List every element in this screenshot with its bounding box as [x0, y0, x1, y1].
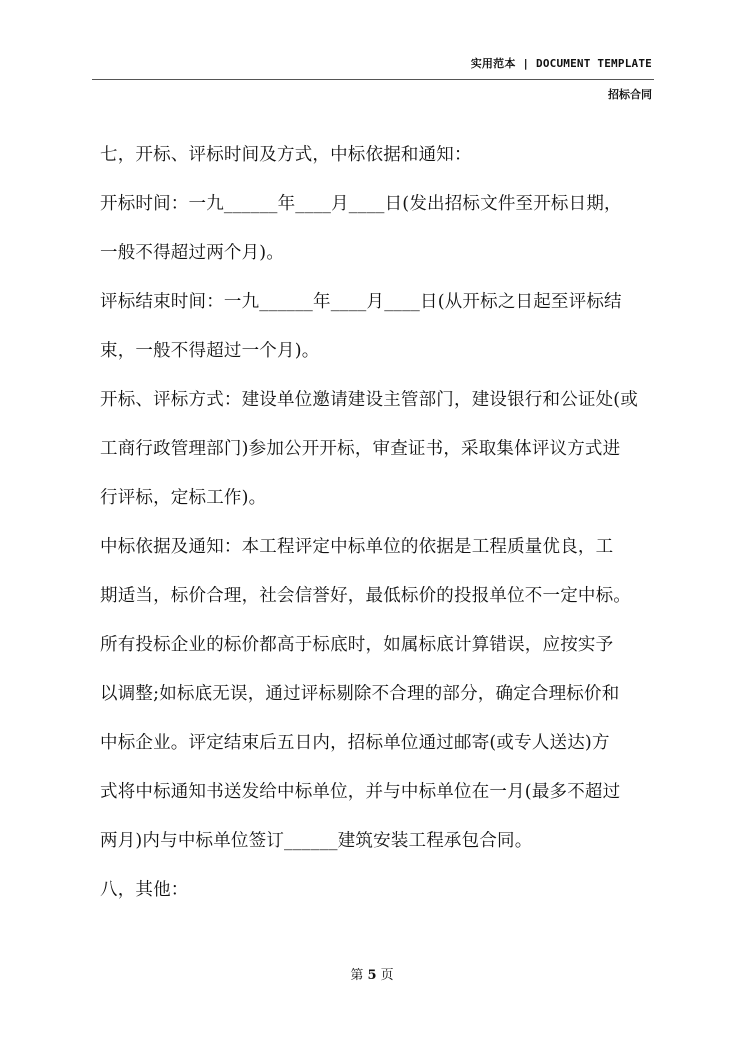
paragraph-line: 中标依据及通知：本工程评定中标单位的依据是工程质量优良，工: [100, 537, 614, 557]
page-suffix: 页: [380, 968, 394, 983]
paragraph-line: 以调整;如标底无误，通过评标剔除不合理的部分，确定合理标价和: [100, 684, 620, 704]
section-heading-8: 八，其他：: [100, 880, 189, 900]
paragraph-line: 两月)内与中标单位签订______建筑安装工程承包合同。: [100, 831, 533, 851]
header-subtitle: 招标合同: [608, 88, 652, 101]
paragraph-line: 行评标，定标工作)。: [100, 488, 267, 508]
paragraph-line: 工商行政管理部门)参加公开开标，审查证书，采取集体评议方式进: [100, 439, 621, 459]
page-prefix: 第: [350, 968, 364, 983]
document-body: [100, 140, 660, 924]
header-divider: [92, 79, 654, 80]
paragraph-line: 开标时间：一九______年____月____日(发出招标文件至开标日期，: [100, 194, 622, 214]
page-number-value: 5: [367, 968, 377, 983]
page-number: [0, 964, 744, 983]
paragraph-line: 式将中标通知书送发给中标单位，并与中标单位在一月(最多不超过: [100, 782, 621, 802]
paragraph-line: 开标、评标方式：建设单位邀请建设主管部门，建设银行和公证处(或: [100, 390, 639, 410]
paragraph-line: 一般不得超过两个月)。: [100, 243, 285, 263]
paragraph-line: 束，一般不得超过一个月)。: [100, 341, 320, 361]
header-title: 实用范本 | DOCUMENT TEMPLATE: [470, 57, 652, 70]
paragraph-line: 期适当，标价合理，社会信誉好，最低标价的投报单位不一定中标。: [100, 586, 631, 606]
paragraph-line: 中标企业。评定结束后五日内，招标单位通过邮寄(或专人送达)方: [100, 733, 610, 753]
section-heading-7: 七，开标、评标时间及方式，中标依据和通知：: [100, 145, 472, 165]
paragraph-line: 评标结束时间：一九______年____月____日(从开标之日起至评标结: [100, 292, 622, 312]
paragraph-line: 所有投标企业的标价都高于标底时，如属标底计算错误，应按实予: [100, 635, 614, 655]
